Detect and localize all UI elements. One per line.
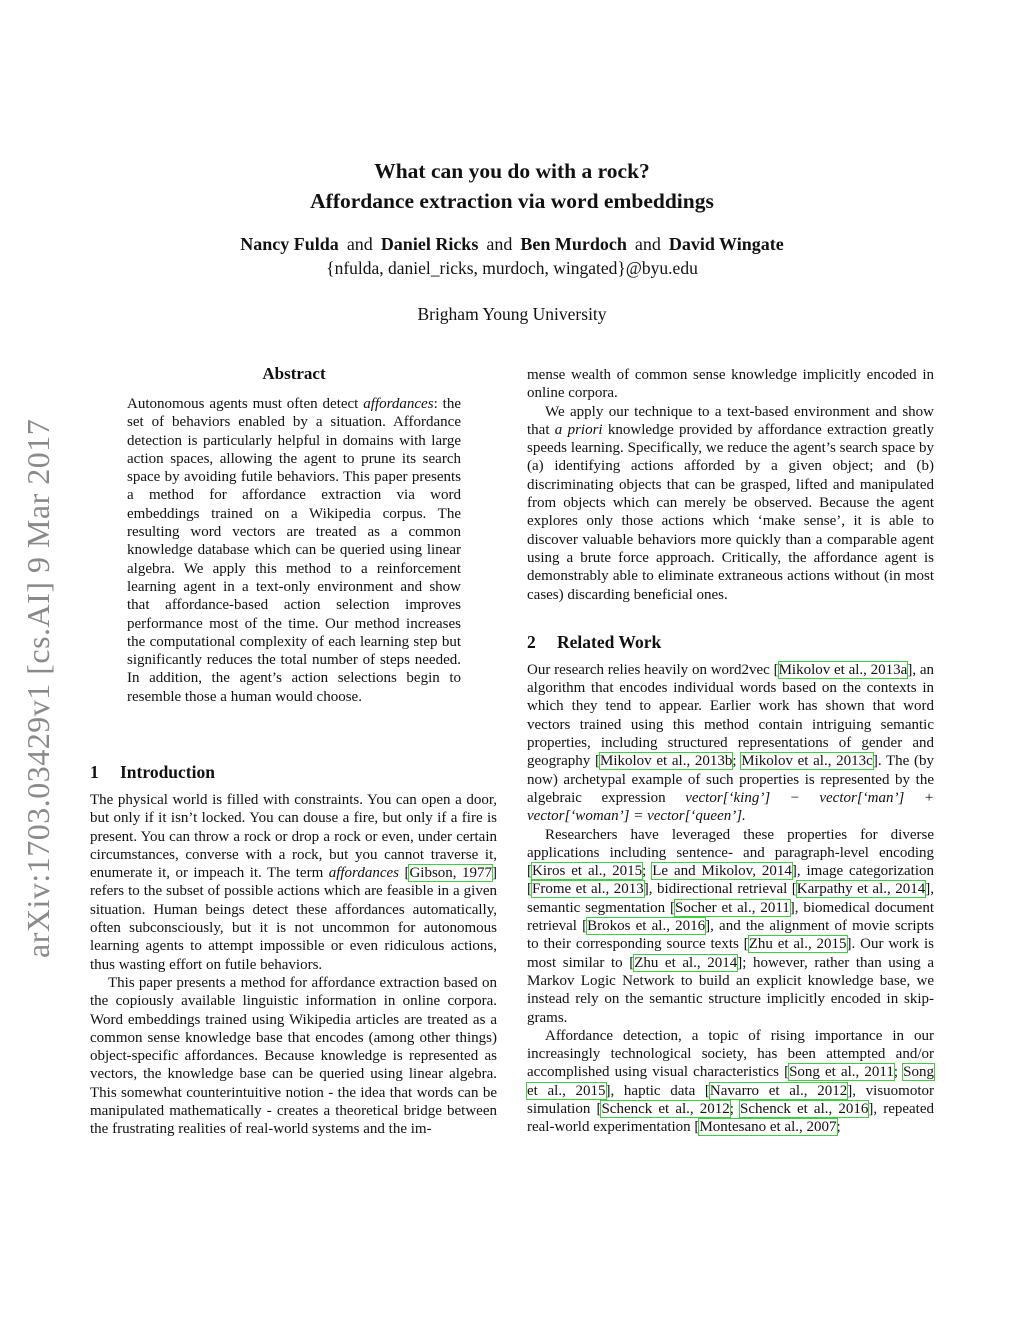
citation-link[interactable]: Gibson, 1977 [409, 865, 493, 882]
citation-link[interactable]: Kiros et al., 2015 [532, 863, 643, 880]
abstract-body: Autonomous agents must often detect affordances: the set of behaviors enabled by a situation. Affordance detection is particularly helpful in domains with large action spaces, allowing the agent to prune its search space by avoiding futile behaviors. This paper presents a method for affordance extraction via word embeddings trained on a Wikipedia corpus. The resulting word vectors are treated as a common knowledge database which can be queried using linear algebra. We apply this method to a reinforcement learning agent in a text-only environment and show that affordance-based action selection improves performance most of the time. Our method increases the computational complexity of each learning step but significantly reduces the total number of steps needed. In addition, the agent’s action selections begin to resemble those a human would choose. [127, 396, 461, 705]
citation-link[interactable]: Mikolov et al., 2013b [600, 753, 733, 770]
affiliation: Brigham Young University [417, 304, 607, 324]
introduction-section [90, 760, 497, 1139]
abstract-emphasis: affordances [363, 396, 434, 412]
intro-paragraph-continued: mense wealth of common sense knowledge implicitly encoded in online corpora. [527, 367, 934, 402]
vector-equation: vector[‘king’] − vector[‘man’] + vector[‘woman’] = vector[‘queen’]. [527, 789, 934, 825]
related-paragraph-1: Our research relies heavily on word2vec [Mikolov et al., 2013a], an algorithm that encodes individual words based on the contexts in which they tend to appear. Earlier work has shown that word vectors trained using this method contain intriguing semantic properties, including structured representations of gender and geography [Mikolov et al., 2013b; Mikolov et al., 2013c]. The (by now) archetypal example of such properties is represented by the algebraic expression vector[‘king’] − vector[‘man’] + vector[‘woman’] = vector[‘queen’]. [527, 661, 935, 825]
author-conjunction: and [634, 234, 661, 254]
intro-paragraph-3: We apply our technique to a text-based environment and show that a priori knowledge provided by affordance extraction greatly speeds learning. Specifically, we reduce the agent’s search space by (a) identifying actions afforded by a given object; and (b) discriminating objects that can be grasped, lifted and manipulated from objects which can merely be observed. Because the agent explores only those actions which ‘make sense’, it is able to discover valuable behaviors more quickly than a comparable agent using a brute force approach. Critically, the affordance agent is demonstrably able to eliminate extraneous actions without (in most cases) discarding beneficial ones. [527, 403, 934, 603]
title-line-1: What can you do with a rock? [374, 159, 650, 183]
intro-paragraph-1: The physical world is filled with constraints. You can open a door, but only if it isn’t locked. You can douse a fire, but only if a fire is present. You can throw a rock or drop a rock or even, under certain circumstances, converse with a rock, but you cannot traverse it, enumerate it, or impeach it. The term affordances [Gibson, 1977] refers to the subset of possible actions which are feasible in a given situation. Human beings detect these affordances automatically, often subconsciously, but it is not uncommon for autonomous learning agents to attempt impossible or even ridiculous actions, thus wasting effort on futile behaviors. [90, 792, 498, 973]
author-name: Nancy Fulda [240, 234, 339, 254]
related-paragraph-2: Researchers have leveraged these properties for diverse applications including sentence- and paragraph-level encoding [Kiros et al., 2015; Le and Mikolov, 2014], image categorization [Frome et al., 2013], bidirectional retrieval [Karpathy et al., 2014], semantic segmentation [Socher et al., 2011], biomedical document retrieval [Brokos et al., 2016], and the alignment of movie scripts to their corresponding source texts [Zhu et al., 2015]. Our work is most similar to [Zhu et al., 2014]; however, rather than using a Markov Logic Network to build an explicit knowledge base, we instead rely on the semantic structure implicitly encoded in skip-grams. [527, 826, 934, 1026]
citation-link[interactable]: Mikolov et al., 2013c [741, 753, 873, 770]
author-name: Ben Murdoch [520, 234, 627, 254]
author-conjunction: and [346, 234, 373, 254]
right-column [527, 366, 934, 1137]
citation-link[interactable]: Zhu et al., 2014 [634, 954, 738, 971]
abstract-heading: Abstract [262, 364, 326, 383]
author-name: Daniel Ricks [380, 234, 479, 254]
citation-link[interactable]: Brokos et al., 2016 [587, 918, 706, 935]
section-heading-related-work: 2 Related Work [527, 631, 662, 652]
title-line-2: Affordance extraction via word embeddings [310, 189, 714, 213]
author-list [0, 232, 1024, 256]
citation-link[interactable]: Schenck et al., 2016 [740, 1100, 869, 1117]
citation-link[interactable]: Montesano et al., 2007 [699, 1119, 837, 1136]
paper-title [0, 156, 1024, 216]
author-emails: {nfulda, daniel_ricks, murdoch, wingated}@byu.edu [326, 258, 698, 278]
citation-link[interactable]: Karpathy et al., 2014 [796, 881, 926, 898]
intro-paragraph-2: This paper presents a method for affordance extraction based on the copiously available linguistic information in online corpora. Word embeddings trained using Wikipedia articles are treated as a common sense knowledge base that encodes (among other things) object-specific affordances. Because knowledge is represented as vectors, the knowledge base can be queried using linear algebra. This somewhat counterintuitive notion - the idea that words can be manipulated mathematically - creates a theoretical bridge between the frustrating realities of real-world systems and the im- [90, 974, 497, 1138]
citation-link[interactable]: Song et al., 2011 [789, 1064, 894, 1081]
citation-link[interactable]: Le and Mikolov, 2014 [652, 863, 792, 880]
citation-link[interactable]: Socher et al., 2011 [674, 899, 790, 916]
arxiv-identifier-stamp: arXiv:1703.03429v1 [cs.AI] 9 Mar 2017 [20, 418, 56, 958]
citation-link[interactable]: Schenck et al., 2012 [601, 1100, 730, 1117]
citation-link[interactable]: Zhu et al., 2015 [748, 936, 847, 953]
citation-link[interactable]: Navarro et al., 2012 [709, 1082, 848, 1099]
section-heading-introduction: 1 Introduction [90, 762, 215, 782]
related-paragraph-3: Affordance detection, a topic of rising importance in our increasingly technological society, has been attempted and/or accomplished using visual characteristics [Song et al., 2011; Song et al., 2015], haptic data [Navarro et al., 2012], visuomotor simulation [Schenck et al., 2012; Schenck et al., 2016], repeated real-world experimentation [Montesano et al., 2007; [527, 1027, 935, 1136]
author-name: David Wingate [668, 234, 784, 254]
citation-link[interactable]: Frome et al., 2013 [532, 881, 644, 898]
author-conjunction: and [486, 234, 513, 254]
abstract-section [127, 362, 461, 706]
citation-link[interactable]: Mikolov et al., 2013a [778, 661, 908, 678]
citation-link[interactable]: Song et al., 2015 [527, 1064, 934, 1099]
